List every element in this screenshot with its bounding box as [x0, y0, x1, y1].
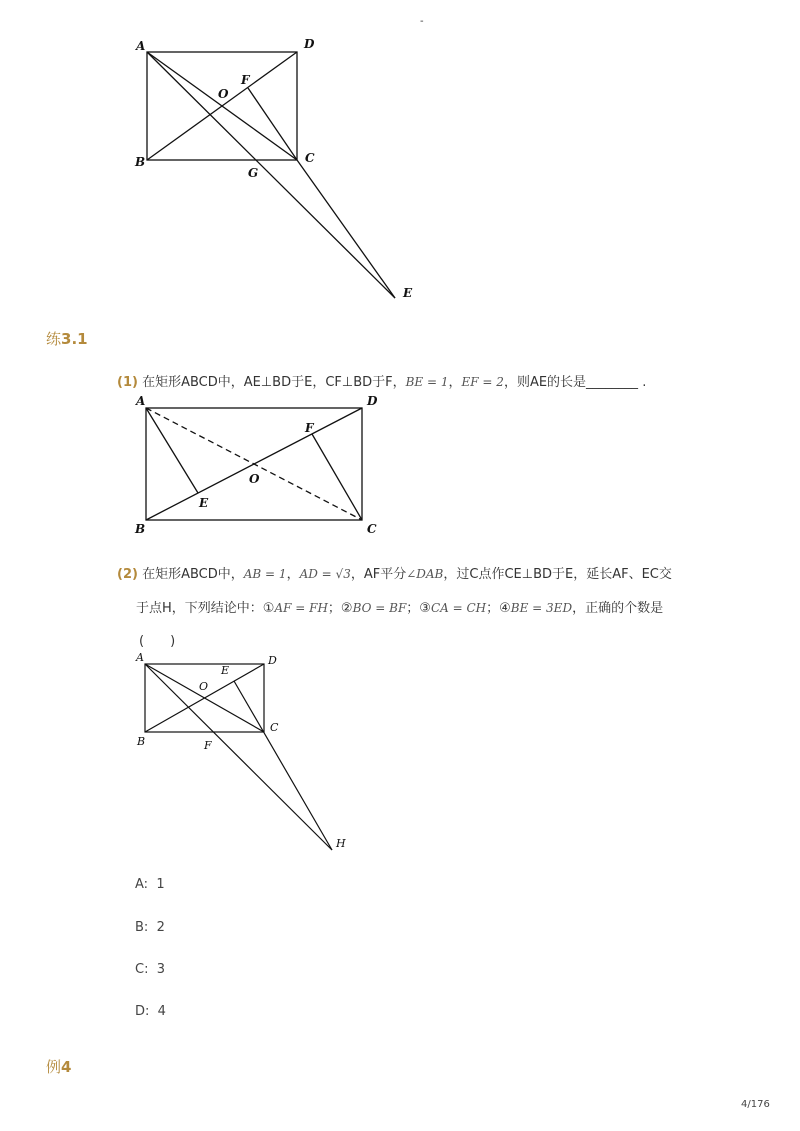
question-1-text-a: 在矩形ABCD中，AE⊥BD于E，CF⊥BD于F， [142, 375, 406, 390]
page-number: 4/176 [741, 1099, 770, 1110]
fig1-label-a: A [136, 39, 146, 53]
fig2-label-a: A [136, 394, 146, 408]
fig1-label-e: E [403, 286, 413, 300]
q1-sep: ， [448, 375, 462, 390]
fig1-label-f: F [241, 73, 250, 87]
q2-line2-e: ，正确的个数是 [572, 601, 664, 616]
q2-line2-c: ；③ [406, 601, 431, 616]
fig3-label-f: F [204, 739, 212, 752]
q2-text-a: 在矩形ABCD中， [142, 567, 244, 582]
fig3-label-b: B [137, 735, 146, 748]
section-title-example-4 [46, 1056, 71, 1077]
q2-math-angle: ∠DAB [406, 567, 444, 581]
fig3-label-h: H [336, 837, 346, 850]
fig1-label-o: O [218, 87, 229, 101]
option-d-letter: D: [135, 1004, 150, 1019]
fig2-label-d: D [367, 394, 378, 408]
section-number: 3.1 [61, 330, 88, 348]
option-a-value: 1 [156, 877, 165, 892]
option-d-value: 4 [157, 1004, 166, 1019]
fig2-label-o: O [249, 472, 260, 486]
fig2-label-e: E [199, 496, 209, 510]
option-b-letter: B: [135, 920, 149, 935]
q2-line2-a: 于点H，下列结论中：① [136, 601, 275, 616]
fig2-label-f: F [305, 421, 314, 435]
option-c[interactable] [135, 962, 165, 977]
top-mark: - [420, 16, 424, 27]
fig1-label-g: G [248, 166, 259, 180]
option-c-value: 3 [156, 962, 166, 977]
q2-statement-3: CA = CH [430, 601, 487, 615]
q2-statement-2: BO = BF [352, 601, 407, 615]
option-d[interactable] [135, 1004, 166, 1019]
fig1-label-b: B [135, 155, 146, 169]
question-1-text-b: ，则AE的长是 [503, 375, 587, 390]
question-1-number: (1) [117, 375, 138, 390]
fig1-label-c: C [305, 151, 315, 165]
fig3-label-a: A [136, 651, 144, 664]
answer-paren: ( ) [139, 634, 176, 649]
fig1-label-d: D [304, 37, 315, 51]
section-prefix: 练 [46, 330, 62, 348]
question-2-number: (2) [117, 567, 138, 582]
fig3-label-e: E [221, 664, 230, 677]
q2-statement-4: BE = 3ED [510, 601, 573, 615]
q2-math-ad: AD = √3 [299, 567, 351, 581]
fig2-label-b: B [135, 522, 146, 536]
fig3-line-eh [234, 681, 332, 850]
q1-math-ef: EF = 2 [461, 375, 504, 389]
option-a[interactable] [135, 877, 165, 892]
q1-end: . [642, 375, 647, 390]
section2-number: 4 [61, 1058, 72, 1076]
section2-prefix: 例 [46, 1058, 62, 1076]
option-c-letter: C: [135, 962, 149, 977]
q2-sep: ， [286, 567, 300, 582]
q1-math-be: BE = 1 [405, 375, 449, 389]
q2-line2-d: ；④ [486, 601, 511, 616]
q2-text-b: ，AF平分 [350, 567, 407, 582]
q2-line2-b: ；② [327, 601, 353, 616]
option-a-letter: A: [135, 877, 149, 892]
option-b-value: 2 [156, 920, 165, 935]
q2-math-ab: AB = 1 [243, 567, 287, 581]
q2-statement-1: AF = FH [274, 601, 328, 615]
q2-text-c: ，过C点作CE⊥BD于E，延长AF、EC交 [443, 567, 672, 582]
fig2-label-c: C [367, 522, 377, 536]
fig3-label-o: O [199, 680, 209, 693]
fig3-label-d: D [268, 654, 277, 667]
option-b[interactable] [135, 920, 165, 935]
fig3-label-c: C [270, 721, 279, 734]
fig3-line-ah [145, 664, 332, 850]
answer-blank: ________ [586, 375, 639, 390]
